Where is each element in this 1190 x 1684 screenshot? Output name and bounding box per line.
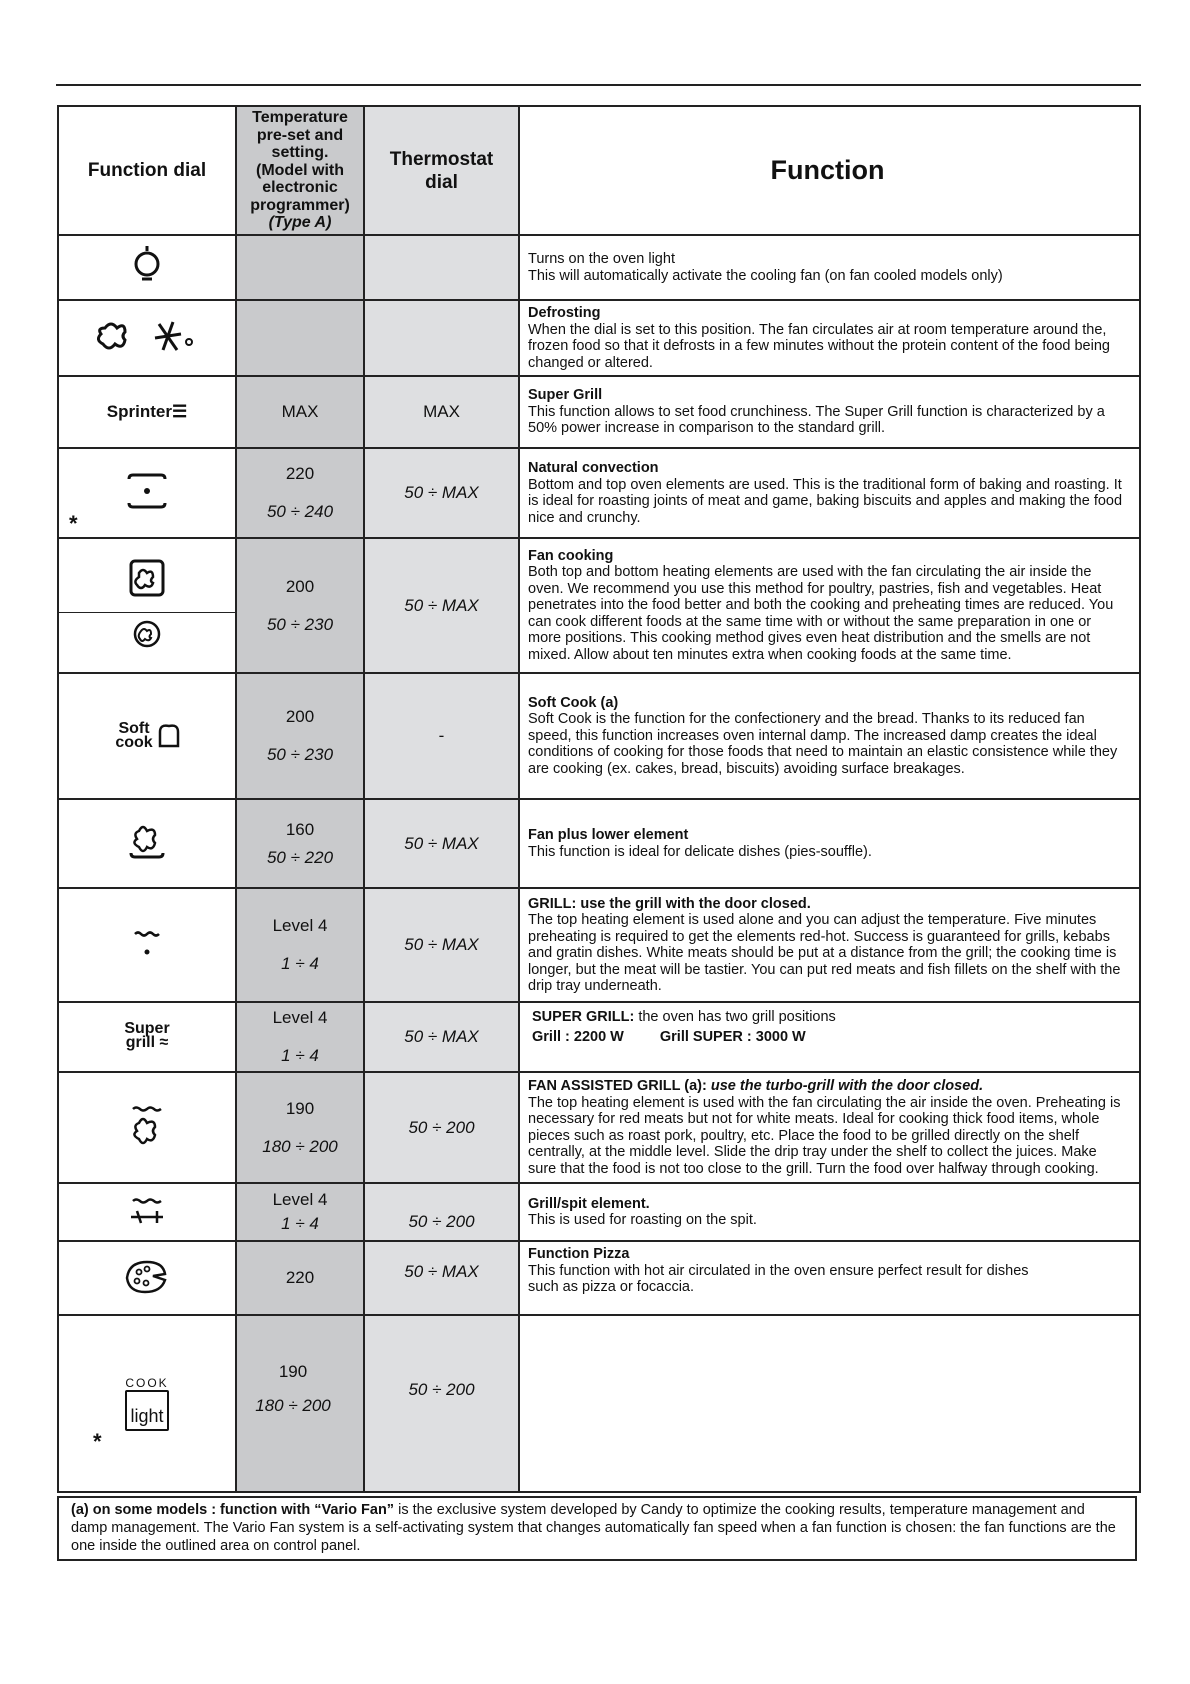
natural-convection-icon bbox=[125, 469, 169, 513]
function-title: Super Grill bbox=[528, 387, 603, 404]
function-title: Fan plus lower element bbox=[528, 827, 689, 843]
description: This function is ideal for delicate dishes (pies-souffle). bbox=[528, 843, 872, 860]
temperature: 190 bbox=[278, 1362, 308, 1381]
pizza-icon bbox=[125, 1258, 169, 1294]
header-function-dial: Function dial bbox=[58, 106, 236, 235]
cook-light-icon-text: light bbox=[125, 1390, 168, 1431]
temperature: 200 bbox=[285, 707, 315, 726]
function-title: Fan cooking bbox=[528, 547, 614, 564]
temperature-range: 50 ÷ 220 bbox=[266, 847, 334, 867]
grill-super-power: Grill SUPER : 3000 W bbox=[659, 1029, 806, 1045]
description: Bottom and top oven elements are used. This is the traditional form of baking and roasting. It is ideal for roasting joints of meat and game, baking biscuits and apples and making the food nice and crunchy. bbox=[528, 476, 1123, 526]
temperature-range: 1 ÷ 4 bbox=[281, 954, 319, 973]
description: The top heating element is used with the fan circulating the air inside the oven. Preheating is necessary for red meats but not for white meats. Ideal for cooking thick food items, whole pieces such as roast pork, poultry, etc. Place the food to be grilled directly on the shelf centrally, at the middle level. Slide the drip tray under the shelf to collect the juices. Make sure that the food is not too close to the grill. Turn the food over halfway through cooking. bbox=[528, 1094, 1121, 1177]
table-row bbox=[58, 1183, 1140, 1241]
thermostat: 50 ÷ MAX bbox=[364, 799, 519, 888]
function-title: Natural convection bbox=[528, 460, 659, 476]
temperature-range: 180 ÷ 200 bbox=[262, 1136, 338, 1156]
function-title: Function Pizza bbox=[528, 1246, 630, 1262]
temperature: 160 bbox=[285, 819, 315, 839]
function-title: FAN ASSISTED GRILL (a): bbox=[528, 1078, 707, 1094]
soft-cook-icon-text: Soft cook bbox=[115, 720, 153, 751]
description: The top heating element is used alone and you can adjust the temperature. Five minutes preheating is required to get the elements red-hot. Success is guaranteed for grills, kebabs and gratin dishes. White meats should be put at a distance from the grill; the cooking time is longer, but the meat will be tastier. You can put red meats and fish fillets on the shelf with the drip tray underneath. bbox=[528, 912, 1121, 994]
header-function: Function bbox=[519, 106, 1140, 235]
header-line: Temperature bbox=[252, 109, 348, 127]
table-row bbox=[58, 538, 1140, 673]
temperature: 200 bbox=[285, 576, 315, 596]
temperature-range: 50 ÷ 230 bbox=[266, 614, 334, 634]
thermostat: 50 ÷ MAX bbox=[364, 1241, 519, 1315]
temperature: 220 bbox=[285, 464, 315, 483]
table-row bbox=[58, 235, 1140, 300]
header-line: setting. bbox=[271, 144, 329, 162]
temperature-range: 1 ÷ 4 bbox=[281, 1046, 319, 1065]
temperature: Level 4 bbox=[272, 916, 328, 935]
temperature: 190 bbox=[285, 1098, 315, 1118]
grill-icon bbox=[132, 928, 162, 958]
table-row bbox=[58, 888, 1140, 1002]
description: This will automatically activate the cooling fan (on fan cooled models only) bbox=[528, 267, 1003, 284]
header-line: electronic bbox=[262, 179, 338, 197]
temperature: 220 bbox=[236, 1241, 364, 1315]
temperature: Level 4 bbox=[272, 1008, 328, 1027]
thermostat: - bbox=[364, 673, 519, 799]
note-heading: (a) on some models : function with “Vario Fan” bbox=[71, 1502, 395, 1518]
description: the oven has two grill positions bbox=[634, 1009, 836, 1025]
description: When the dial is set to this position. The fan circulates air at room temperature around the, frozen food so that it defrosts in a few minutes without the protein content of the food being changed or altered. bbox=[528, 321, 1110, 371]
defrost-icon bbox=[97, 316, 197, 356]
oven-light-icon bbox=[129, 244, 165, 286]
function-subtitle: use the turbo-grill with the door closed. bbox=[706, 1078, 984, 1094]
super-grill-line bbox=[532, 1007, 1127, 1027]
soft-cook-icon bbox=[112, 722, 182, 750]
header-thermostat-dial: Thermostat dial bbox=[364, 106, 519, 235]
table-row bbox=[58, 799, 1140, 888]
sprinter-icon: Sprinter☰ bbox=[106, 402, 188, 421]
header-line: pre-set and bbox=[256, 126, 344, 144]
sprinter-icon-text: Sprinter bbox=[106, 402, 172, 421]
temperature: Level 4 bbox=[272, 1190, 328, 1209]
note-text: is the exclusive system developed by Candy to optimize the cooking results, temperature management and damp management. The Vario Fan system is a self-activating system that changes automatically fan speed when a fan function is chosen: the fan functions are the one inside the outlined area on control panel. bbox=[71, 1502, 1116, 1554]
temperature-range: 180 ÷ 200 bbox=[255, 1396, 331, 1415]
title-line bbox=[528, 1078, 1127, 1095]
description: This function allows to set food crunchiness. The Super Grill function is characterized by a 50% power increase in comparison to the standard grill. bbox=[528, 403, 1105, 437]
grill-power: Grill : 2200 W bbox=[532, 1029, 624, 1045]
temperature-range: 50 ÷ 240 bbox=[266, 502, 334, 521]
description: Both top and bottom heating elements are used with the fan circulating the air inside the oven. We recommend you use this method for poultry, pastries, fish and vegetables. Heat penetrates into the food better and both the cooking and preheating times are reduced. You can cook different foods at the same time with or without the same preparation in one or more positions. This cooking method gives even heat distribution and the smells are not mixed. Allow about ten minutes extra when cooking foods at the same time. bbox=[528, 564, 1114, 663]
table-row bbox=[58, 673, 1140, 799]
thermostat: 50 ÷ 200 bbox=[364, 1183, 519, 1241]
thermostat: 50 ÷ MAX bbox=[364, 538, 519, 673]
description: This is used for roasting on the spit. bbox=[528, 1212, 757, 1228]
table-row bbox=[58, 1241, 1140, 1315]
footnote-star: * bbox=[93, 1429, 102, 1454]
description: Turns on the oven light bbox=[528, 251, 675, 267]
oven-functions-table bbox=[57, 105, 1141, 1493]
header-row bbox=[58, 106, 1140, 235]
description: This function with hot air circulated in the oven ensure perfect result for dishes such as pizza or focaccia. bbox=[528, 1262, 1029, 1295]
divider bbox=[59, 612, 235, 613]
table-row bbox=[58, 448, 1140, 538]
table-row bbox=[58, 1002, 1140, 1072]
header-type: (Type A) bbox=[268, 214, 332, 232]
table-row bbox=[58, 1072, 1140, 1183]
fan-icon-small bbox=[132, 619, 162, 649]
cook-light-icon bbox=[125, 1376, 168, 1431]
grill-spit-icon bbox=[127, 1195, 167, 1225]
footnote-star: * bbox=[69, 511, 78, 536]
thermostat: 50 ÷ 200 bbox=[364, 1315, 519, 1492]
function-title: Soft Cook (a) bbox=[528, 694, 619, 711]
description: Soft Cook is the function for the confectionery and the bread. Thanks to its reduced fan speed, this function increases oven internal damp. The increased damp creates the ideal conditions of cooking for those foods that need to maintain an elastic consistence while they are cooking (ex. cakes, bread, biscuits) avoiding surface breakages. bbox=[528, 711, 1118, 777]
fan-assisted-grill-icon bbox=[127, 1103, 167, 1147]
vario-fan-note bbox=[57, 1496, 1137, 1561]
thermostat: 50 ÷ MAX bbox=[364, 888, 519, 1002]
thermostat: MAX bbox=[364, 376, 519, 448]
function-title: GRILL: use the grill with the door closed. bbox=[528, 895, 811, 912]
super-grill-icon-text: Super grill bbox=[124, 1020, 170, 1051]
temperature-range: 1 ÷ 4 bbox=[281, 1214, 319, 1233]
function-title: SUPER GRILL: bbox=[532, 1009, 635, 1025]
table-row bbox=[58, 300, 1140, 376]
cook-light-icon-top-text: COOK bbox=[125, 1376, 169, 1390]
grill-power-line bbox=[532, 1027, 1127, 1047]
super-grill-icon: Super grill ≈ bbox=[124, 1020, 170, 1051]
fan-cooking-icon bbox=[127, 557, 167, 601]
temperature-range: 50 ÷ 230 bbox=[266, 745, 334, 764]
thermostat: 50 ÷ MAX bbox=[364, 448, 519, 538]
temperature: MAX bbox=[236, 376, 364, 448]
thermostat: 50 ÷ MAX bbox=[364, 1002, 519, 1072]
header-line: programmer) bbox=[250, 196, 350, 214]
function-title: Defrosting bbox=[528, 305, 601, 321]
function-title: Grill/spit element. bbox=[528, 1195, 650, 1212]
thermostat: 50 ÷ 200 bbox=[364, 1072, 519, 1183]
table-row bbox=[58, 1315, 1140, 1492]
top-rule bbox=[56, 84, 1141, 86]
header-line: (Model with bbox=[256, 161, 344, 179]
header-temperature bbox=[236, 106, 364, 235]
table-row bbox=[58, 376, 1140, 448]
fan-lower-element-icon bbox=[127, 819, 167, 863]
